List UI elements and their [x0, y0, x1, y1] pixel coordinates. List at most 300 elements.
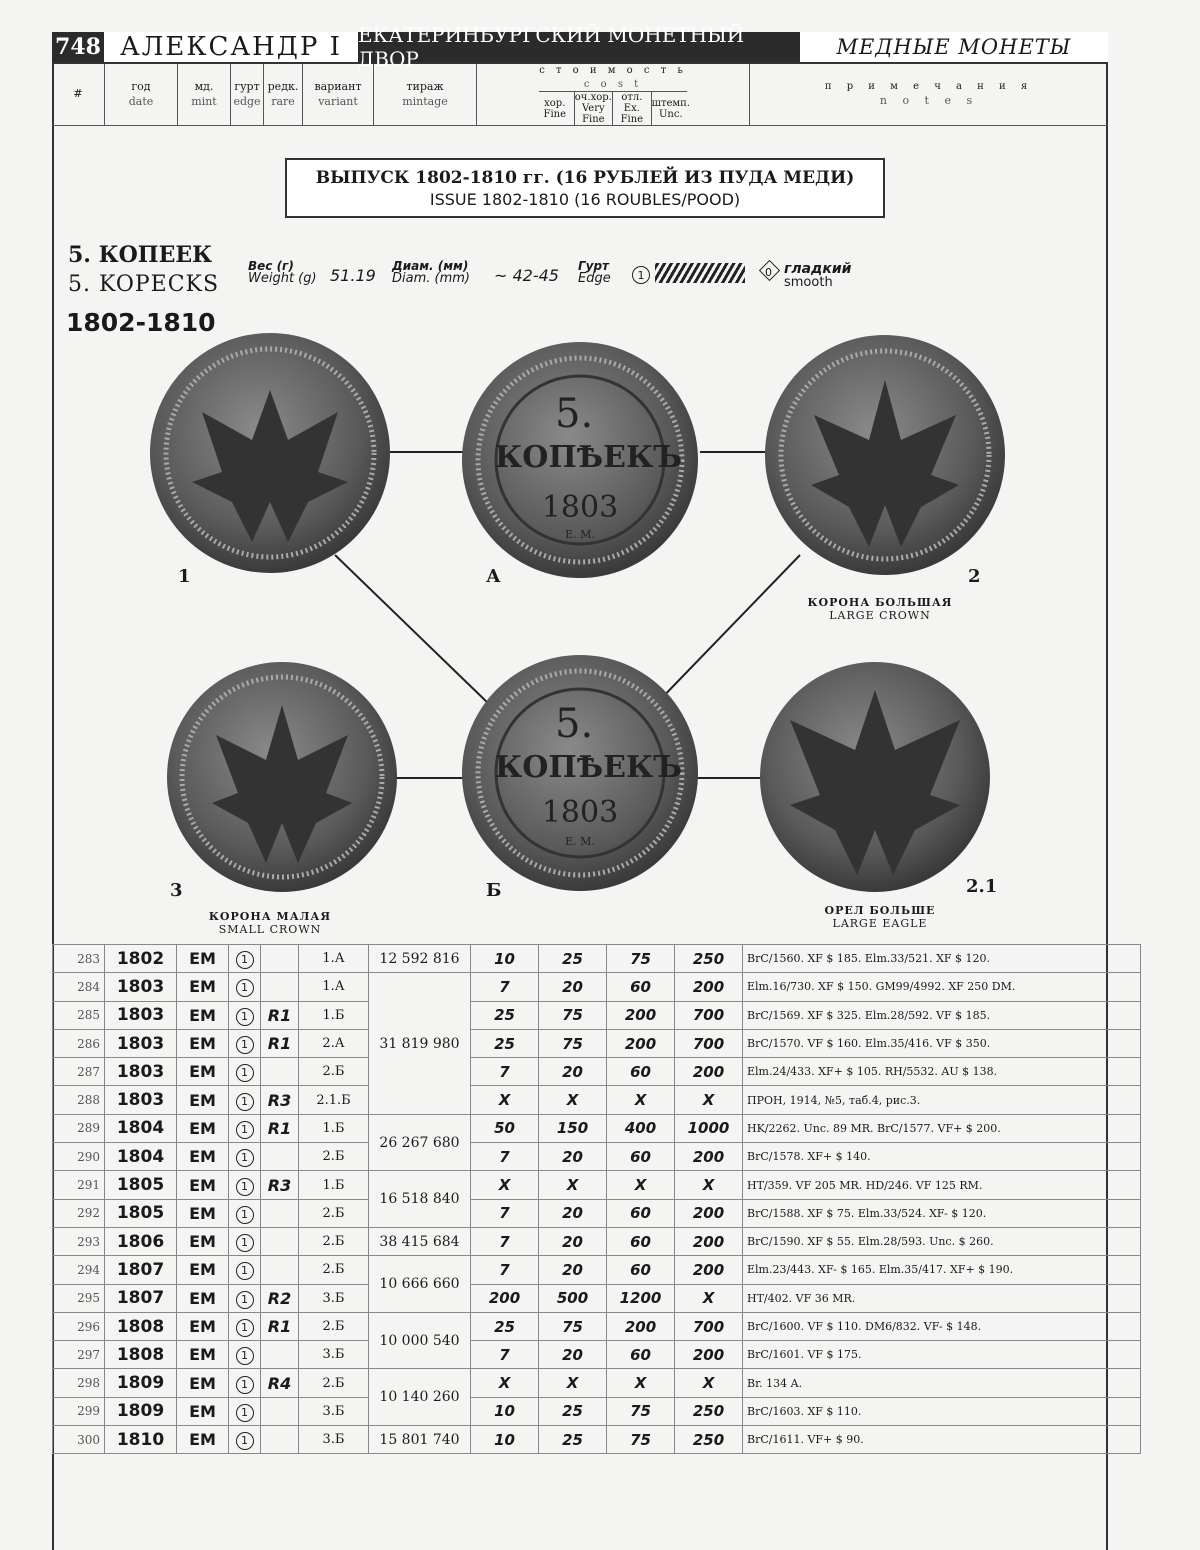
row-price-xf: 75 [607, 1426, 675, 1454]
row-notes: BrC/1588. XF $ 75. Elm.33/524. XF- $ 120. [743, 1199, 1141, 1227]
col-fine: хор. Fine [536, 92, 575, 125]
row-rarity [261, 973, 299, 1001]
row-price-unc: X [675, 1086, 743, 1114]
row-rarity: R1 [261, 1001, 299, 1029]
row-price-fine: 7 [471, 1341, 539, 1369]
col-rare: редк. rare [264, 64, 303, 125]
row-number: 291 [53, 1171, 105, 1199]
edge-type-icon: 1 [236, 1036, 254, 1054]
row-price-unc: 200 [675, 973, 743, 1001]
edge-type-icon: 1 [236, 1404, 254, 1422]
row-price-vf: 150 [539, 1114, 607, 1142]
row-price-fine: 10 [471, 1426, 539, 1454]
row-year: 1807 [105, 1256, 177, 1284]
edge-type-icon: 1 [236, 1432, 254, 1450]
row-rarity: R3 [261, 1086, 299, 1114]
row-notes: HT/359. VF 205 MR. HD/246. VF 125 RM. [743, 1171, 1141, 1199]
issue-title-en: ISSUE 1802-1810 (16 ROUBLES/POOD) [429, 190, 741, 209]
row-edge [229, 1086, 261, 1114]
edge-type-icon: 1 [236, 1291, 254, 1309]
row-variant: 2.Б [299, 1058, 369, 1086]
coin-3-small-crown [167, 662, 397, 892]
row-price-xf: 60 [607, 1199, 675, 1227]
row-year: 1804 [105, 1143, 177, 1171]
row-edge [229, 1369, 261, 1397]
edge-type-icon: 1 [236, 1319, 254, 1337]
col-edge: гурт edge [231, 64, 264, 125]
smooth-spec: гладкий smooth [784, 261, 852, 290]
edge-type-icon: 1 [236, 1064, 254, 1082]
row-price-xf: 75 [607, 1397, 675, 1425]
label-coin-B: Б [486, 880, 502, 901]
row-edge [229, 1426, 261, 1454]
row-mintage: 12 592 816 [369, 945, 471, 973]
denomination-years: 1802-1810 [66, 308, 216, 337]
row-variant: 2.Б [299, 1199, 369, 1227]
row-price-vf: 25 [539, 945, 607, 973]
row-mint: EM [177, 1199, 229, 1227]
row-price-unc: 250 [675, 1397, 743, 1425]
issue-box [285, 158, 885, 218]
table-row [53, 1029, 1141, 1057]
smooth-mark: 0 [765, 266, 772, 279]
row-price-xf: X [607, 1086, 675, 1114]
edge-type-icon: 1 [236, 1206, 254, 1224]
edge-type-icon: 1 [236, 1376, 254, 1394]
row-year: 1804 [105, 1114, 177, 1142]
row-mint: EM [177, 1114, 229, 1142]
row-notes: BrC/1590. XF $ 55. Elm.28/593. Unc. $ 260. [743, 1227, 1141, 1255]
table-row [53, 973, 1141, 1001]
row-number: 290 [53, 1143, 105, 1171]
row-number: 297 [53, 1341, 105, 1369]
row-mint: EM [177, 1171, 229, 1199]
row-edge [229, 1312, 261, 1340]
row-year: 1803 [105, 1001, 177, 1029]
table-row [53, 1341, 1141, 1369]
row-number: 298 [53, 1369, 105, 1397]
row-number: 294 [53, 1256, 105, 1284]
row-notes: BrC/1601. VF $ 175. [743, 1341, 1141, 1369]
row-price-unc: 700 [675, 1312, 743, 1340]
label-coin-3: 3 [170, 880, 183, 901]
row-edge [229, 1001, 261, 1029]
label-coin-A: А [486, 566, 501, 587]
category-title: МЕДНЫЕ МОНЕТЫ [800, 32, 1108, 62]
catalog-table [52, 944, 1141, 1454]
row-price-vf: 25 [539, 1397, 607, 1425]
row-rarity: R4 [261, 1369, 299, 1397]
coin-A-value: 5. [555, 391, 594, 437]
row-price-unc: 200 [675, 1256, 743, 1284]
row-price-vf: 75 [539, 1001, 607, 1029]
row-rarity [261, 1397, 299, 1425]
row-year: 1803 [105, 1058, 177, 1086]
table-row [53, 1369, 1141, 1397]
row-price-fine: 50 [471, 1114, 539, 1142]
row-mint: EM [177, 945, 229, 973]
row-price-vf: 500 [539, 1284, 607, 1312]
col-cost: с т о и м о с т ь c o s t хор. Fine оч.хор. Very Fine отл. Ex. Fine штемп. Unc. [477, 64, 750, 125]
coin-B-kopeks: КОПѢЕКЪ [495, 750, 683, 785]
row-price-vf: 20 [539, 1227, 607, 1255]
row-year: 1805 [105, 1171, 177, 1199]
row-mintage: 31 819 980 [369, 973, 471, 1114]
row-edge [229, 1284, 261, 1312]
coin-A-year: 1803 [541, 490, 619, 525]
row-rarity [261, 1227, 299, 1255]
row-price-unc: 200 [675, 1143, 743, 1171]
coin-2-1-large-eagle [760, 662, 990, 892]
row-mint: EM [177, 1143, 229, 1171]
edge-type-icon: 1 [632, 266, 650, 284]
edge-type-icon: 1 [236, 1262, 254, 1280]
coin-diagram [0, 330, 1200, 940]
row-mint: EM [177, 1312, 229, 1340]
diam-value: ~ 42-45 [494, 266, 559, 285]
row-price-unc: 200 [675, 1341, 743, 1369]
row-mint: EM [177, 973, 229, 1001]
row-edge [229, 1114, 261, 1142]
row-notes: BrC/1603. XF $ 110. [743, 1397, 1141, 1425]
row-number: 285 [53, 1001, 105, 1029]
edge-type-icon: 1 [236, 1121, 254, 1139]
row-rarity [261, 1058, 299, 1086]
row-mintage: 38 415 684 [369, 1227, 471, 1255]
col-notes: п р и м е ч а н и я n o t e s [824, 81, 1034, 107]
row-number: 292 [53, 1199, 105, 1227]
row-price-vf: 25 [539, 1426, 607, 1454]
col-vf: оч.хор. Very Fine [574, 92, 612, 125]
row-price-xf: 60 [607, 1227, 675, 1255]
row-notes: Br. 134 A. [743, 1369, 1141, 1397]
row-notes: BrC/1570. VF $ 160. Elm.35/416. VF $ 350. [743, 1029, 1141, 1057]
row-edge [229, 1171, 261, 1199]
row-rarity [261, 1256, 299, 1284]
row-mint: EM [177, 1001, 229, 1029]
coin-1-eagle [150, 333, 390, 573]
row-price-fine: 7 [471, 1227, 539, 1255]
coin-B-mintmark: Е. М. [565, 835, 595, 848]
row-mintage: 10 666 660 [369, 1256, 471, 1313]
row-variant: 1.Б [299, 1114, 369, 1142]
row-price-vf: 20 [539, 1199, 607, 1227]
row-edge [229, 1256, 261, 1284]
row-variant: 1.А [299, 973, 369, 1001]
issue-title-ru: ВЫПУСК 1802-1810 гг. (16 РУБЛЕЙ ИЗ ПУДА МЕДИ) [315, 168, 855, 188]
edge-type-icon: 1 [236, 1008, 254, 1026]
col-mint: мд. mint [178, 64, 231, 125]
row-mint: EM [177, 1369, 229, 1397]
row-price-fine: X [471, 1086, 539, 1114]
row-variant: 2.Б [299, 1312, 369, 1340]
page-number: 748 [52, 32, 104, 62]
caption-large-eagle: ОРЕЛ БОЛЬШЕ LARGE EAGLE [824, 904, 936, 931]
col-variant: вариант variant [303, 64, 374, 125]
row-rarity: R1 [261, 1312, 299, 1340]
row-price-xf: X [607, 1369, 675, 1397]
row-mint: EM [177, 1284, 229, 1312]
edge-pattern-icon [655, 263, 745, 283]
edge-type-icon: 1 [236, 1149, 254, 1167]
diam-spec: Диам. (мм) Diam. (mm) [392, 259, 470, 286]
row-mint: EM [177, 1058, 229, 1086]
page-header [52, 23, 1108, 71]
row-variant: 3.Б [299, 1426, 369, 1454]
row-price-vf: 75 [539, 1029, 607, 1057]
row-variant: 1.А [299, 945, 369, 973]
row-price-xf: 60 [607, 1341, 675, 1369]
table-row [53, 1143, 1141, 1171]
row-year: 1806 [105, 1227, 177, 1255]
row-price-vf: X [539, 1369, 607, 1397]
row-number: 299 [53, 1397, 105, 1425]
row-mintage: 26 267 680 [369, 1114, 471, 1171]
row-price-vf: 20 [539, 1143, 607, 1171]
col-xf: отл. Ex. Fine [613, 92, 652, 125]
col-mintage: тираж mintage [374, 64, 477, 125]
row-price-fine: 25 [471, 1312, 539, 1340]
row-price-xf: 200 [607, 1312, 675, 1340]
row-mint: EM [177, 1341, 229, 1369]
row-mint: EM [177, 1227, 229, 1255]
row-price-unc: 200 [675, 1227, 743, 1255]
table-row [53, 945, 1141, 973]
row-notes: BrC/1611. VF+ $ 90. [743, 1426, 1141, 1454]
caption-large-crown: КОРОНА БОЛЬШАЯ LARGE CROWN [807, 596, 953, 623]
row-mint: EM [177, 1426, 229, 1454]
edge-type-icon: 1 [236, 1178, 254, 1196]
row-variant: 2.1.Б [299, 1086, 369, 1114]
table-row [53, 1284, 1141, 1312]
row-variant: 3.Б [299, 1284, 369, 1312]
row-rarity [261, 945, 299, 973]
row-price-xf: X [607, 1171, 675, 1199]
row-variant: 2.Б [299, 1256, 369, 1284]
denomination-ru: 5. КОПЕЕК [68, 242, 213, 268]
row-rarity: R2 [261, 1284, 299, 1312]
row-number: 287 [53, 1058, 105, 1086]
coin-B-value: 5. [555, 701, 594, 747]
edge-type-icon: 1 [236, 1347, 254, 1365]
row-variant: 1.Б [299, 1171, 369, 1199]
table-row [53, 1256, 1141, 1284]
row-price-vf: 20 [539, 1058, 607, 1086]
edge-type-icon: 1 [236, 1234, 254, 1252]
row-variant: 3.Б [299, 1341, 369, 1369]
row-price-fine: 25 [471, 1029, 539, 1057]
row-price-unc: 700 [675, 1029, 743, 1057]
row-price-unc: 250 [675, 1426, 743, 1454]
row-price-vf: 20 [539, 1256, 607, 1284]
row-rarity: R3 [261, 1171, 299, 1199]
row-number: 283 [53, 945, 105, 973]
row-price-unc: X [675, 1369, 743, 1397]
row-price-unc: X [675, 1284, 743, 1312]
row-rarity [261, 1426, 299, 1454]
row-price-fine: 200 [471, 1284, 539, 1312]
row-rarity [261, 1199, 299, 1227]
row-price-fine: 7 [471, 1256, 539, 1284]
row-price-xf: 60 [607, 1143, 675, 1171]
row-edge [229, 1227, 261, 1255]
row-price-xf: 400 [607, 1114, 675, 1142]
row-price-fine: 10 [471, 1397, 539, 1425]
table-row [53, 1058, 1141, 1086]
row-rarity [261, 1341, 299, 1369]
mint-title: ЕКАТЕРИНБУРГСКИЙ МОНЕТНЫЙ ДВОР [358, 32, 800, 62]
table-row [53, 1114, 1141, 1142]
row-price-fine: 10 [471, 945, 539, 973]
table-row [53, 1227, 1141, 1255]
col-unc: штемп. Unc. [651, 97, 691, 120]
row-notes: BrC/1578. XF+ $ 140. [743, 1143, 1141, 1171]
row-year: 1808 [105, 1312, 177, 1340]
row-number: 300 [53, 1426, 105, 1454]
row-mint: EM [177, 1397, 229, 1425]
weight-value: 51.19 [330, 266, 376, 285]
table-row [53, 1397, 1141, 1425]
edge-type-icon: 1 [236, 1093, 254, 1111]
row-mint: EM [177, 1086, 229, 1114]
table-row [53, 1199, 1141, 1227]
row-price-fine: 7 [471, 973, 539, 1001]
row-edge [229, 1058, 261, 1086]
row-number: 295 [53, 1284, 105, 1312]
caption-small-crown: КОРОНА МАЛАЯ SMALL CROWN [208, 910, 332, 937]
row-variant: 2.Б [299, 1227, 369, 1255]
row-number: 293 [53, 1227, 105, 1255]
row-notes: BrC/1569. XF $ 325. Elm.28/592. VF $ 185. [743, 1001, 1141, 1029]
row-mintage: 16 518 840 [369, 1171, 471, 1228]
row-edge [229, 973, 261, 1001]
table-row [53, 1001, 1141, 1029]
table-row [53, 1312, 1141, 1340]
row-notes: Elm.16/730. XF $ 150. GM99/4992. XF 250 DM. [743, 973, 1141, 1001]
row-price-vf: 20 [539, 1341, 607, 1369]
row-number: 296 [53, 1312, 105, 1340]
ruler-title: АЛЕКСАНДР I [104, 32, 358, 62]
row-year: 1803 [105, 973, 177, 1001]
label-coin-1: 1 [178, 566, 191, 587]
table-row [53, 1171, 1141, 1199]
row-price-unc: 200 [675, 1199, 743, 1227]
row-price-fine: 25 [471, 1001, 539, 1029]
label-coin-2-1: 2.1 [966, 876, 998, 897]
coin-A-mintmark: Е. М. [565, 528, 595, 541]
row-edge [229, 1199, 261, 1227]
row-edge [229, 1029, 261, 1057]
row-notes: BrC/1560. XF $ 185. Elm.33/521. XF $ 120. [743, 945, 1141, 973]
row-mintage: 10 140 260 [369, 1369, 471, 1426]
row-notes: HK/2262. Unc. 89 MR. BrC/1577. VF+ $ 200. [743, 1114, 1141, 1142]
row-notes: HT/402. VF 36 MR. [743, 1284, 1141, 1312]
row-rarity [261, 1143, 299, 1171]
row-year: 1808 [105, 1341, 177, 1369]
row-price-xf: 200 [607, 1001, 675, 1029]
row-notes: Elm.24/433. XF+ $ 105. RH/5532. AU $ 138. [743, 1058, 1141, 1086]
edge-type-icon: 1 [236, 979, 254, 997]
row-year: 1807 [105, 1284, 177, 1312]
row-notes: Elm.23/443. XF- $ 165. Elm.35/417. XF+ $ 190. [743, 1256, 1141, 1284]
row-price-fine: X [471, 1369, 539, 1397]
row-price-unc: 250 [675, 945, 743, 973]
coin-B-year: 1803 [541, 795, 619, 830]
table-row [53, 1426, 1141, 1454]
row-price-vf: 75 [539, 1312, 607, 1340]
row-year: 1803 [105, 1029, 177, 1057]
row-notes: BrC/1600. VF $ 110. DM6/832. VF- $ 148. [743, 1312, 1141, 1340]
row-year: 1805 [105, 1199, 177, 1227]
column-headers [52, 64, 1108, 126]
edge-type-icon: 1 [236, 951, 254, 969]
row-price-unc: X [675, 1171, 743, 1199]
row-price-vf: X [539, 1171, 607, 1199]
row-edge [229, 1143, 261, 1171]
row-number: 284 [53, 973, 105, 1001]
row-edge [229, 945, 261, 973]
row-number: 288 [53, 1086, 105, 1114]
table-row [53, 1086, 1141, 1114]
row-notes: ПРОН, 1914, №5, таб.4, рис.3. [743, 1086, 1141, 1114]
row-price-fine: 7 [471, 1058, 539, 1086]
row-year: 1809 [105, 1369, 177, 1397]
row-variant: 2.Б [299, 1369, 369, 1397]
row-price-xf: 75 [607, 945, 675, 973]
row-year: 1809 [105, 1397, 177, 1425]
row-edge [229, 1341, 261, 1369]
row-rarity: R1 [261, 1029, 299, 1057]
row-price-xf: 60 [607, 1256, 675, 1284]
row-mintage: 15 801 740 [369, 1426, 471, 1454]
row-price-fine: X [471, 1171, 539, 1199]
row-number: 289 [53, 1114, 105, 1142]
weight-spec: Вес (г) Weight (g) [248, 259, 317, 286]
row-price-xf: 1200 [607, 1284, 675, 1312]
row-variant: 2.А [299, 1029, 369, 1057]
row-price-unc: 200 [675, 1058, 743, 1086]
row-price-xf: 200 [607, 1029, 675, 1057]
row-variant: 2.Б [299, 1143, 369, 1171]
row-edge [229, 1397, 261, 1425]
row-price-unc: 1000 [675, 1114, 743, 1142]
row-year: 1810 [105, 1426, 177, 1454]
denomination-en: 5. KOPECKS [68, 272, 220, 297]
row-price-vf: X [539, 1086, 607, 1114]
col-year: год date [105, 64, 178, 125]
row-price-xf: 60 [607, 1058, 675, 1086]
row-year: 1803 [105, 1086, 177, 1114]
coin-2-large-crown [765, 335, 1005, 575]
row-mint: EM [177, 1029, 229, 1057]
edge-spec: Гурт Edge [578, 259, 611, 286]
row-price-unc: 700 [675, 1001, 743, 1029]
row-variant: 3.Б [299, 1397, 369, 1425]
row-rarity: R1 [261, 1114, 299, 1142]
row-mint: EM [177, 1256, 229, 1284]
row-price-fine: 7 [471, 1143, 539, 1171]
label-coin-2: 2 [968, 566, 981, 587]
row-price-fine: 7 [471, 1199, 539, 1227]
coin-A-kopeks: КОПѢЕКЪ [495, 440, 683, 475]
col-num: # [52, 64, 105, 125]
row-number: 286 [53, 1029, 105, 1057]
row-year: 1802 [105, 945, 177, 973]
row-variant: 1.Б [299, 1001, 369, 1029]
row-price-vf: 20 [539, 973, 607, 1001]
row-mintage: 10 000 540 [369, 1312, 471, 1369]
row-price-xf: 60 [607, 973, 675, 1001]
